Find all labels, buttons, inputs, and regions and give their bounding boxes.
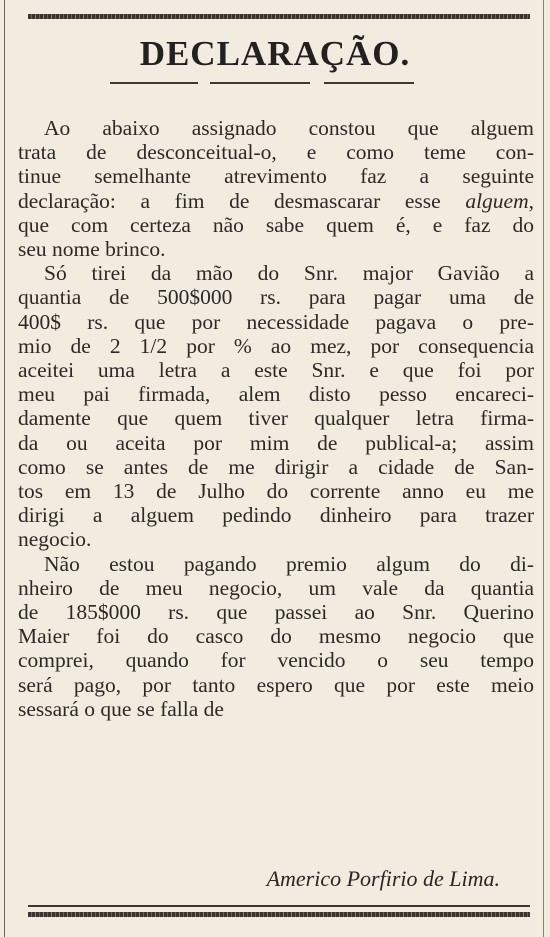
text-line: aceitei uma letra a este Snr. e que foi por (18, 358, 534, 383)
text-line: sessará o que se falla de (18, 696, 224, 721)
text-line: mio de 2 1/2 por % ao mez, por consequencia (18, 333, 534, 358)
text-line: Só tirei da mão do Snr. major Gavião a (44, 261, 534, 286)
declaration-body (18, 116, 534, 721)
text-line: meu pai firmada, alem disto pesso encareci- (18, 382, 534, 407)
text-line: tinue semelhante atrevimento faz a seguinte (18, 164, 534, 189)
text-line: da ou aceita por mim de publical-a; assim (18, 430, 534, 455)
text-line: damente que quem tiver qualquer letra firma- (18, 406, 534, 431)
text-line: Ao abaixo assignado constou que alguem (44, 116, 534, 140)
page-edge-right (543, 0, 544, 937)
bottom-border-rule (28, 912, 530, 917)
text-line: Não estou pagando premio algum do di- (44, 551, 534, 576)
page-edge-left (4, 0, 5, 937)
text-line: será pago, por tanto espero que por este meio (18, 672, 534, 697)
text-line: quantia de 500$000 rs. para pagar uma de (18, 285, 534, 310)
title-underline-left (110, 82, 198, 84)
text-line: tos em 13 de Julho do corrente anno eu me (18, 479, 534, 504)
text-line: negocio. (18, 527, 92, 552)
signature: Americo Porfirio de Lima. (266, 866, 500, 891)
text-line: declaração: a fim de desmascarar esse alguem, (18, 188, 534, 213)
bottom-thin-rule (28, 905, 530, 907)
text-line: trata de desconceitual-o, e como teme con- (18, 140, 534, 165)
text-line: Maier foi do casco do mesmo negocio que (18, 624, 534, 649)
text-line: nheiro de meu negocio, um vale da quantia (18, 575, 534, 600)
title-underline-right (324, 82, 414, 84)
text-line: que com certeza não sabe quem é, e faz do (18, 212, 534, 237)
text-line: 400$ rs. que por necessidade pagava o pre- (18, 309, 534, 334)
top-border-rule (28, 14, 530, 19)
text-line: dirigi a alguem pedindo dinheiro para trazer (18, 503, 534, 528)
text-line: comprei, quando for vencido o seu tempo (18, 648, 534, 673)
text-line: como se antes de me dirigir a cidade de San- (18, 454, 534, 479)
text-line: de 185$000 rs. que passei ao Snr. Querino (18, 600, 534, 625)
title-underline-middle (210, 82, 310, 84)
text-line: seu nome brinco. (18, 237, 166, 262)
page-title: DECLARAÇÃO. (139, 34, 411, 73)
